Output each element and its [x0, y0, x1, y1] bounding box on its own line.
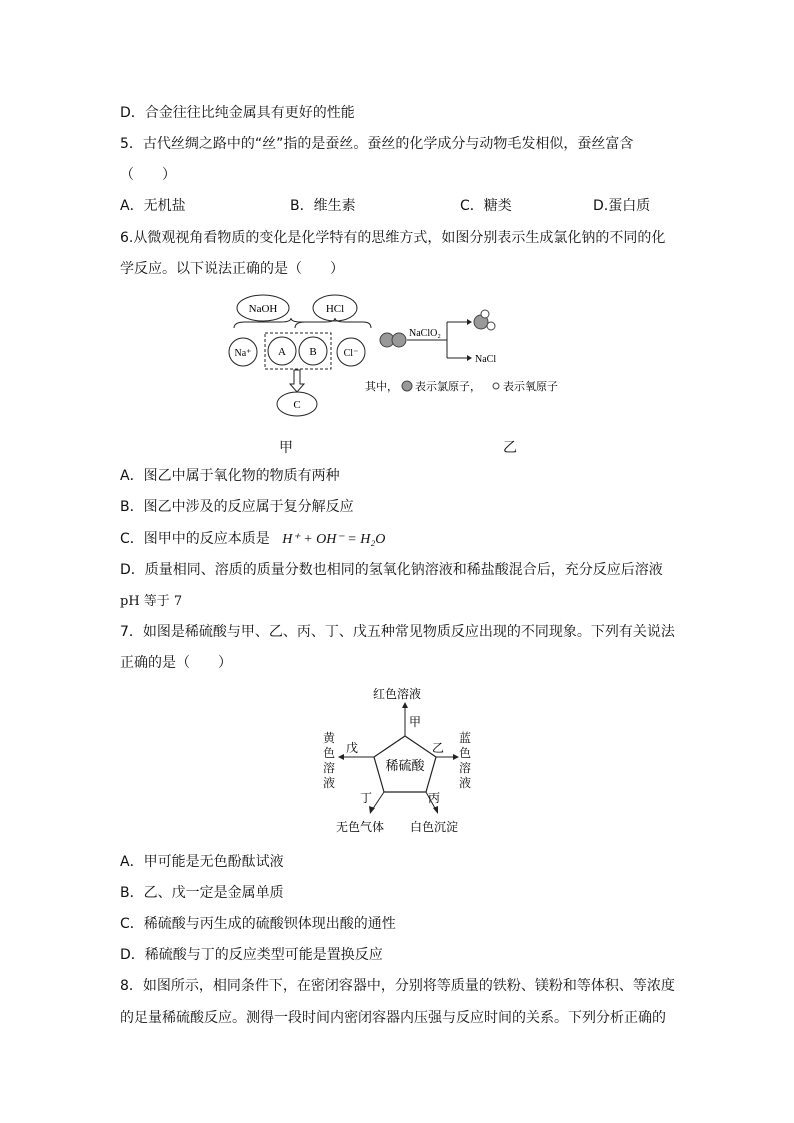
right-vertical-label: 蓝色溶液: [458, 731, 471, 790]
diagram-yi: [365, 300, 575, 398]
q5-option-a: A．无机盐: [120, 198, 186, 214]
nacl-label: NaCl: [475, 354, 497, 365]
q7-option-d: D．稀硫酸与丁的反应类型可能是置换反应: [120, 947, 383, 963]
q5-paren: （ ）: [120, 167, 176, 183]
q4-option-d: D．合金往往比纯金属具有更好的性能: [120, 105, 355, 121]
q5-stem: 5．古代丝绸之路中的“丝”指的是蚕丝。蚕丝的化学成分与动物毛发相似，蚕丝富含: [120, 136, 634, 152]
q7-stem-line1: 7．如图是稀硫酸与甲、乙、丙、丁、戊五种常见物质反应出现的不同现象。下列有关说法: [120, 624, 675, 640]
q5-option-c: C．糖类: [460, 198, 512, 214]
q7-stem-line2: 正确的是（ ）: [120, 655, 232, 671]
o-atom-icon: [493, 383, 499, 389]
bing-label: 丙: [428, 791, 441, 805]
q5-option-d: D.蛋白质: [593, 198, 651, 214]
c-label: C: [293, 399, 301, 411]
hcl-label: HCl: [325, 303, 345, 315]
bottom-right-label: 白色沉淀: [409, 820, 459, 834]
cl-atom-icon: [392, 333, 406, 347]
q6-stem-line1: 6.从微观视角看物质的变化是化学特有的思维方式，如图分别表示生成氯化钠的不同的化: [120, 230, 666, 246]
left-vertical-label: 黄色溶液: [322, 731, 335, 790]
q7-option-b: B．乙、戊一定是金属单质: [120, 885, 284, 901]
arrow-head-icon: [338, 754, 344, 760]
arrow-head-icon: [402, 702, 408, 708]
yi-label: 乙: [432, 741, 445, 755]
na-ion-label: Na⁺: [234, 348, 252, 359]
diagram-jia: [225, 292, 375, 418]
cl-atom-icon: [402, 381, 412, 391]
bottom-left-label: 无色气体: [335, 820, 385, 834]
q5-option-b: B．维生素: [290, 198, 356, 214]
arrow-head-icon: [467, 319, 472, 325]
legend-prefix: 其中，: [365, 381, 398, 393]
q6-option-c: [120, 529, 385, 550]
q6-option-a: A．图乙中属于氧化物的物质有两种: [120, 468, 340, 484]
arrow-head-icon: [467, 355, 472, 361]
naoh-label: NaOH: [248, 303, 278, 315]
cl-ion-label: Cl⁻: [343, 348, 359, 359]
top-label: 红色溶液: [372, 687, 422, 701]
q6-option-c-formula: H⁺ + OH⁻ = H₂O: [282, 532, 386, 547]
caption-yi: 乙: [503, 440, 517, 456]
q6-stem-line2: 学反应。以下说法正确的是（ ）: [120, 261, 344, 277]
q6-option-c-prefix: C．图甲中的反应本质是: [120, 531, 270, 547]
q6-option-d-line1: D．质量相同、溶质的质量分数也相同的氢氧化钠溶液和稀盐酸混合后，充分反应后溶液: [120, 562, 663, 578]
caption-jia: 甲: [279, 440, 293, 456]
ding-label: 丁: [360, 791, 373, 805]
o-atom-icon: [487, 322, 495, 330]
wu-label: 戊: [346, 741, 359, 755]
jia-label: 甲: [409, 715, 422, 729]
arrow-head-icon: [433, 806, 438, 814]
b-label: B: [309, 346, 317, 358]
legend-cl: 表示氯原子，: [415, 381, 481, 393]
q8-stem-line2: 的足量稀硫酸反应。测得一段时间内密闭容器内压强与反应时间的关系。下列分析正确的: [120, 1010, 666, 1026]
q7-option-c: C．稀硫酸与丙生成的硫酸钡体现出酸的通性: [120, 916, 396, 932]
o-atom-icon: [481, 310, 489, 318]
naclo2-label: NaClO₂: [409, 328, 441, 339]
q7-option-a: A．甲可能是无色酚酞试液: [120, 854, 284, 870]
a-label: A: [278, 346, 286, 358]
down-arrow-icon: [290, 370, 304, 392]
legend-o: 表示氧原子: [503, 381, 558, 393]
q8-stem-line1: 8．如图所示，相同条件下，在密闭容器中，分别将等质量的铁粉、镁粉和等体积、等浓度: [120, 978, 675, 994]
q6-option-d-line2: pH 等于 7: [120, 594, 183, 609]
center-label: 稀硫酸: [385, 758, 425, 773]
q6-option-b: B．图乙中涉及的反应属于复分解反应: [120, 499, 354, 515]
